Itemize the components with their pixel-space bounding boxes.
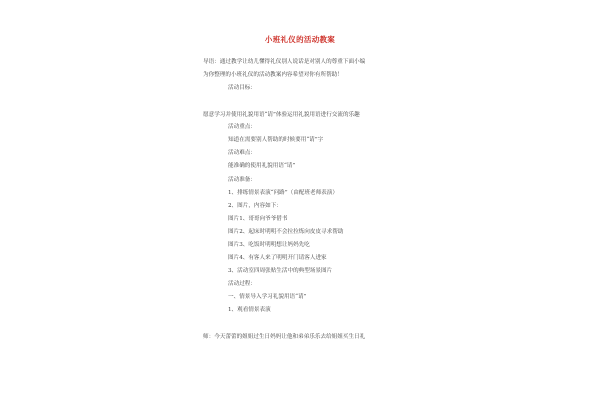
difficulty-text: 能准确的使用礼貌用语“请” — [228, 163, 296, 169]
focus-text: 知道在需要别人帮助的时候要用“请”字 — [228, 137, 324, 143]
preparation-item-1: 1、排练情景表演“问路”（由配班老师表演） — [228, 190, 338, 196]
document-title: 小班礼仪的活动教案 — [264, 35, 336, 44]
process-substep-1: 1、观看情景表演 — [228, 307, 271, 313]
picture-item-1: 图片1、哥哥向爷爷借书 — [228, 216, 288, 222]
picture-item-2: 图片2、起床时明明不会拉拉炼向皮皮寻求帮助 — [228, 229, 344, 235]
preparation-item-2: 2、图片，内容如下： — [228, 203, 282, 209]
intro-line-2: 为你整理的小班礼仪的活动教案内容希望对你有所帮助！ — [203, 72, 343, 78]
section-heading-difficulty: 活动难点： — [228, 150, 256, 156]
section-heading-preparation: 活动准备： — [228, 177, 256, 183]
intro-line-1: 导语：通过教学让幼儿懂得礼仪别人说话是对别人的尊重下面小编 — [203, 59, 366, 65]
picture-item-3: 图片3、吃饭时明明想让妈妈先吃 — [228, 242, 310, 248]
section-heading-goal: 活动目标： — [228, 85, 256, 91]
section-heading-process: 活动过程： — [228, 281, 256, 287]
picture-item-4: 图片4、有客人来了明明开门请客人进家 — [228, 255, 327, 261]
process-step-1: 一、情景导入学习礼貌用语“请” — [228, 294, 307, 300]
preparation-item-3: 3、活动室四周张贴生活中的典型场景图片 — [228, 268, 333, 274]
section-heading-focus: 活动重点： — [228, 124, 256, 130]
teacher-line: 师：今天蕾蕾的姐姐过生日妈妈让他和弟弟乐乐去给姐姐买生日礼 — [203, 334, 366, 340]
goal-text: 愿意学习并使用礼貌用语“请”体验运用礼貌用语进行交流的乐趣 — [203, 112, 360, 118]
